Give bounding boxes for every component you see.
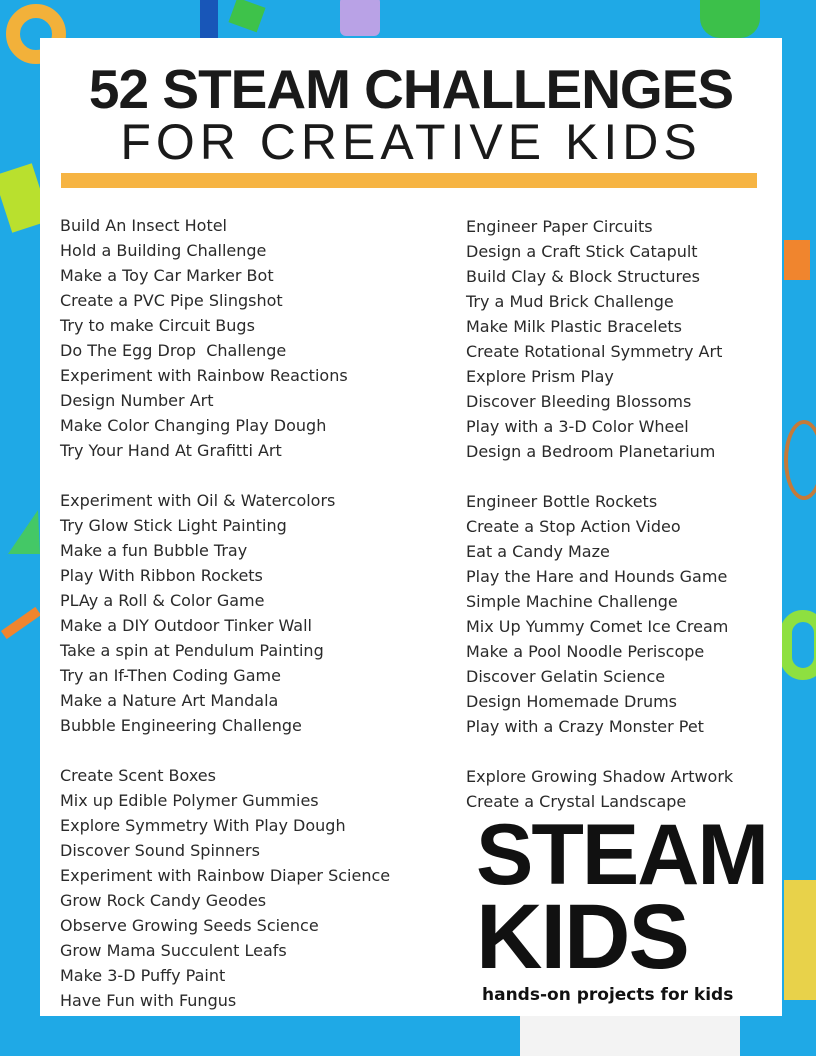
- list-item: Simple Machine Challenge: [466, 592, 678, 611]
- list-item: Build An Insect Hotel: [60, 216, 227, 235]
- list-item: Experiment with Rainbow Reactions: [60, 366, 348, 385]
- page-title: 52 STEAM CHALLENGES: [88, 58, 734, 120]
- page-subtitle: FOR CREATIVE KIDS: [120, 114, 702, 170]
- left-group-3: [60, 763, 420, 1013]
- list-item: Grow Mama Succulent Leafs: [60, 941, 287, 960]
- list-item: Build Clay & Block Structures: [466, 267, 700, 286]
- list-item: Design a Bedroom Planetarium: [466, 442, 716, 461]
- list-item: Play with a Crazy Monster Pet: [466, 717, 704, 736]
- left-column: [60, 213, 420, 1038]
- ruler-right: [784, 880, 816, 1000]
- list-item: Experiment with Rainbow Diaper Science: [60, 866, 391, 885]
- list-item: Take a spin at Pendulum Painting: [60, 641, 324, 660]
- list-item: Eat a Candy Maze: [466, 542, 610, 561]
- orange-straw: [1, 607, 41, 639]
- green-lid-top-right: [700, 0, 760, 38]
- list-item: Explore Symmetry With Play Dough: [60, 816, 346, 835]
- list-item: Experiment with Oil & Watercolors: [60, 491, 336, 510]
- right-column: [466, 214, 816, 839]
- list-item: Have Fun with Fungus: [60, 991, 237, 1010]
- list-item: Make Milk Plastic Bracelets: [466, 317, 683, 336]
- list-item: Try an If-Then Coding Game: [60, 666, 281, 685]
- logo-kids-text: KIDS: [476, 886, 688, 988]
- list-item: Try Glow Stick Light Painting: [60, 516, 287, 535]
- list-item: Make a DIY Outdoor Tinker Wall: [60, 616, 312, 635]
- logo-steam-text: STEAM: [476, 807, 767, 903]
- logo-tagline: hands-on projects for kids: [482, 985, 734, 1005]
- list-item: Try Your Hand At Grafitti Art: [60, 441, 282, 460]
- list-item: Do The Egg Drop Challenge: [60, 341, 287, 360]
- list-item: Create a Stop Action Video: [466, 517, 681, 536]
- list-item: Explore Growing Shadow Artwork: [466, 767, 734, 786]
- list-item: Design Number Art: [60, 391, 214, 410]
- list-item: PLAy a Roll & Color Game: [60, 591, 265, 610]
- list-item: Discover Bleeding Blossoms: [466, 392, 692, 411]
- list-item: Grow Rock Candy Geodes: [60, 891, 267, 910]
- steam-kids-logo: [476, 807, 767, 1005]
- right-group-1: [466, 214, 816, 464]
- green-gem: [228, 0, 265, 32]
- list-item: Engineer Paper Circuits: [466, 217, 653, 236]
- green-triangle: [8, 510, 40, 554]
- list-item: Try to make Circuit Bugs: [60, 316, 255, 335]
- list-item: Play With Ribbon Rockets: [60, 566, 263, 585]
- list-item: Make Color Changing Play Dough: [60, 416, 327, 435]
- list-item: Discover Gelatin Science: [466, 667, 666, 686]
- accent-bar: [61, 173, 757, 188]
- list-item: Engineer Bottle Rockets: [466, 492, 658, 511]
- list-item: Make 3-D Puffy Paint: [60, 966, 226, 985]
- right-group-2: [466, 489, 816, 739]
- purple-tube: [340, 0, 380, 36]
- list-item: Try a Mud Brick Challenge: [466, 292, 674, 311]
- blue-pen: [200, 0, 218, 40]
- challenge-list-card: [40, 38, 782, 1016]
- list-item: Create a PVC Pipe Slingshot: [60, 291, 283, 310]
- list-item: Observe Growing Seeds Science: [60, 916, 319, 935]
- list-item: Design a Craft Stick Catapult: [466, 242, 698, 261]
- list-item: Play the Hare and Hounds Game: [466, 567, 728, 586]
- list-item: Make a Toy Car Marker Bot: [60, 266, 274, 285]
- white-paper-bottom: [520, 1016, 740, 1056]
- left-group-1: [60, 213, 420, 463]
- list-item: Create Scent Boxes: [60, 766, 216, 785]
- list-item: Mix up Edible Polymer Gummies: [60, 791, 319, 810]
- left-group-2: [60, 488, 420, 738]
- list-item: Bubble Engineering Challenge: [60, 716, 302, 735]
- list-item: Mix Up Yummy Comet Ice Cream: [466, 617, 729, 636]
- list-item: Create Rotational Symmetry Art: [466, 342, 723, 361]
- list-item: Design Homemade Drums: [466, 692, 678, 711]
- list-item: Play with a 3-D Color Wheel: [466, 417, 689, 436]
- list-item: Explore Prism Play: [466, 367, 614, 386]
- list-item: Make a Nature Art Mandala: [60, 691, 279, 710]
- list-item: Discover Sound Spinners: [60, 841, 260, 860]
- list-item: Make a Pool Noodle Periscope: [466, 642, 705, 661]
- list-item: Create a Crystal Landscape: [466, 792, 687, 811]
- list-item: Hold a Building Challenge: [60, 241, 267, 260]
- list-item: Make a fun Bubble Tray: [60, 541, 248, 560]
